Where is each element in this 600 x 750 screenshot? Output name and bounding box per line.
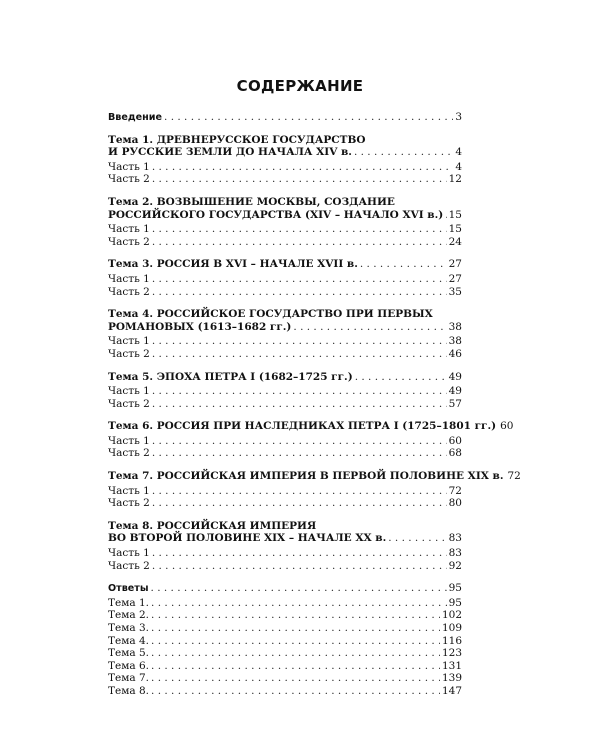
toc-part-page: 27	[448, 272, 462, 285]
answer-item-row	[108, 609, 462, 622]
dot-leader	[151, 660, 440, 673]
toc-part-row	[108, 335, 462, 348]
answers-heading-label: Ответы	[108, 583, 149, 595]
dot-leader	[164, 111, 453, 124]
theme-heading-line	[108, 321, 462, 334]
toc-part-page: 4	[455, 160, 462, 173]
answer-item-page: 123	[441, 647, 462, 660]
toc-part-page: 35	[448, 285, 462, 298]
toc-part-label: Часть 2	[108, 235, 150, 248]
dot-leader	[152, 348, 447, 361]
answer-item-label: Тема 8.	[108, 684, 150, 697]
toc-intro-page: 3	[455, 111, 462, 123]
toc-theme	[108, 196, 462, 248]
theme-heading-text: РОМАНОВЫХ (1613–1682 гг.)	[108, 320, 292, 333]
theme-parts	[108, 335, 462, 360]
toc-part-row	[108, 161, 462, 174]
theme-heading-line	[108, 146, 462, 159]
toc-theme	[108, 520, 462, 572]
dot-leader	[152, 435, 447, 448]
theme-page: 72	[507, 470, 521, 483]
answer-item-label: Тема 3.	[108, 622, 150, 634]
answer-item-label: Тема 6.	[108, 659, 150, 672]
toc-part-label: Часть 2	[108, 285, 150, 298]
theme-heading-line	[108, 134, 462, 147]
theme-page: 83	[448, 532, 462, 545]
theme-heading-text: Тема 3. РОССИЯ В XVI – НАЧАЛЕ XVII в.	[108, 258, 358, 271]
answer-item-label: Тема 5.	[108, 647, 150, 660]
toc-part-page: 46	[448, 347, 462, 360]
toc-part-page: 12	[448, 173, 462, 186]
theme-page: 4	[455, 146, 462, 159]
toc-part-label: Часть 2	[108, 347, 150, 360]
toc-part-label: Часть 1	[108, 434, 150, 447]
theme-heading-text: Тема 7. РОССИЙСКАЯ ИМПЕРИЯ В ПЕРВОЙ ПОЛОВИНЕ XIX в.	[108, 470, 504, 483]
toc-part-page: 72	[448, 484, 462, 497]
dot-leader	[152, 398, 447, 411]
theme-parts	[108, 385, 462, 410]
theme-heading-line	[108, 532, 462, 545]
toc-part-page: 92	[448, 559, 462, 572]
theme-parts	[108, 161, 462, 186]
theme-heading-line	[108, 420, 514, 433]
theme-page: 49	[448, 370, 462, 383]
toc-part-label: Часть 1	[108, 335, 150, 348]
theme-heading-text: Тема 1. ДРЕВНЕРУССКОЕ ГОСУДАРСТВО	[108, 133, 366, 146]
theme-parts	[108, 273, 462, 298]
answer-item-label: Тема 2.	[108, 609, 150, 622]
toc-part-page: 15	[448, 223, 462, 236]
toc-part-page: 49	[448, 385, 462, 398]
theme-heading-line	[108, 196, 462, 209]
toc-part-page: 24	[448, 235, 462, 248]
theme-parts	[108, 223, 462, 248]
dot-leader	[152, 161, 454, 174]
dot-leader	[152, 223, 447, 236]
theme-page: 15	[448, 208, 462, 221]
dot-leader	[151, 685, 440, 698]
dot-leader	[152, 385, 447, 398]
theme-heading-line	[108, 308, 462, 321]
answer-item-page: 95	[448, 596, 462, 609]
dot-leader	[151, 672, 440, 685]
theme-heading-text: Тема 8. РОССИЙСКАЯ ИМПЕРИЯ	[108, 519, 317, 532]
dot-leader	[152, 236, 447, 249]
dot-leader	[151, 622, 440, 635]
dot-leader	[151, 635, 440, 648]
toc-part-label: Часть 1	[108, 385, 150, 398]
toc-part-row	[108, 348, 462, 361]
toc-part-label: Часть 2	[108, 559, 150, 572]
toc-part-row	[108, 547, 462, 560]
theme-parts	[108, 485, 462, 510]
toc-part-row	[108, 497, 462, 510]
toc-part-row	[108, 485, 462, 498]
toc-theme	[108, 258, 462, 298]
toc-part-page: 83	[448, 547, 462, 560]
theme-page: 27	[448, 258, 462, 271]
theme-parts	[108, 435, 462, 460]
toc-intro	[108, 111, 462, 124]
dot-leader	[388, 532, 446, 545]
dot-leader	[152, 497, 447, 510]
theme-heading-text: Тема 2. ВОЗВЫШЕНИЕ МОСКВЫ, СОЗДАНИЕ	[108, 195, 395, 208]
dot-leader	[152, 560, 447, 573]
answer-item-page: 116	[441, 634, 462, 647]
theme-heading-text: РОССИЙСКОГО ГОСУДАРСТВА (XIV – НАЧАЛО XVI в.)	[108, 208, 444, 221]
theme-heading-line	[108, 258, 462, 271]
toc-part-row	[108, 286, 462, 299]
toc-theme	[108, 308, 462, 360]
dot-leader	[293, 321, 446, 334]
answers-heading-page: 95	[448, 582, 462, 595]
answer-item-label: Тема 7.	[108, 672, 150, 685]
theme-page: 60	[500, 420, 514, 433]
theme-parts	[108, 547, 462, 572]
dot-leader	[152, 447, 447, 460]
answers-list	[108, 597, 462, 698]
answers-heading-row	[108, 582, 462, 595]
answer-item-row	[108, 597, 462, 610]
toc-part-page: 68	[448, 447, 462, 460]
theme-heading-text: Тема 5. ЭПОХА ПЕТРА I (1682–1725 гг.)	[108, 370, 353, 383]
dot-leader	[152, 485, 447, 498]
answer-item-row	[108, 672, 462, 685]
toc-part-row	[108, 223, 462, 236]
theme-heading-line	[108, 209, 462, 222]
toc-part-row	[108, 447, 462, 460]
toc-part-row	[108, 435, 462, 448]
toc-part-row	[108, 273, 462, 286]
toc-part-row	[108, 236, 462, 249]
dot-leader	[151, 597, 447, 610]
answer-item-row	[108, 635, 462, 648]
toc-part-row	[108, 385, 462, 398]
toc-part-page: 80	[448, 497, 462, 510]
toc-theme	[108, 420, 514, 460]
dot-leader	[445, 209, 446, 222]
dot-leader	[151, 609, 440, 622]
toc-answers	[108, 582, 462, 697]
toc-part-label: Часть 1	[108, 547, 150, 560]
answer-item-row	[108, 647, 462, 660]
toc-theme	[108, 470, 521, 510]
toc-part-row	[108, 560, 462, 573]
dot-leader	[152, 335, 447, 348]
toc-part-page: 57	[448, 397, 462, 410]
theme-heading-text: ВО ВТОРОЙ ПОЛОВИНЕ XIX – НАЧАЛЕ XX в.	[108, 532, 387, 545]
answer-item-page: 131	[441, 659, 462, 672]
dot-leader	[152, 286, 447, 299]
dot-leader	[151, 647, 440, 660]
toc-part-label: Часть 1	[108, 484, 150, 497]
theme-heading-text: Тема 4. РОССИЙСКОЕ ГОСУДАРСТВО ПРИ ПЕРВЫХ	[108, 308, 433, 321]
table-of-contents	[108, 111, 521, 698]
theme-heading-line	[108, 371, 462, 384]
theme-heading-line	[108, 520, 462, 533]
answer-item-page: 147	[441, 684, 462, 697]
dot-leader	[354, 146, 453, 159]
toc-part-page: 60	[448, 434, 462, 447]
answer-item-row	[108, 622, 462, 635]
answer-item-label: Тема 4.	[108, 634, 150, 647]
toc-part-label: Часть 2	[108, 447, 150, 460]
toc-part-label: Часть 1	[108, 160, 150, 173]
answer-item-page: 109	[441, 622, 462, 634]
theme-heading-line	[108, 470, 521, 483]
toc-part-label: Часть 1	[108, 223, 150, 236]
toc-theme	[108, 134, 462, 186]
answer-item-label: Тема 1.	[108, 596, 150, 609]
dot-leader	[152, 173, 447, 186]
dot-leader	[360, 258, 447, 271]
dot-leader	[152, 547, 447, 560]
dot-leader	[151, 582, 447, 595]
toc-part-row	[108, 173, 462, 186]
toc-part-row	[108, 398, 462, 411]
toc-part-page: 38	[448, 335, 462, 348]
answer-item-page: 139	[441, 672, 462, 685]
answer-item-row	[108, 660, 462, 673]
page-title: СОДЕРЖАНИЕ	[236, 77, 364, 95]
dot-leader	[355, 371, 447, 384]
answer-item-row	[108, 685, 462, 698]
theme-heading-text: И РУССКИЕ ЗЕМЛИ ДО НАЧАЛА XIV в.	[108, 146, 352, 159]
dot-leader	[152, 273, 447, 286]
toc-part-label: Часть 2	[108, 397, 150, 410]
toc-theme	[108, 371, 462, 411]
toc-part-label: Часть 2	[108, 497, 150, 510]
answer-item-page: 102	[441, 609, 462, 622]
toc-intro-label: Введение	[108, 112, 163, 123]
theme-page: 38	[448, 320, 462, 333]
theme-heading-text: Тема 6. РОССИЯ ПРИ НАСЛЕДНИКАХ ПЕТРА I (1725–1801 гг.)	[108, 420, 497, 433]
toc-part-label: Часть 1	[108, 272, 150, 285]
toc-part-label: Часть 2	[108, 173, 150, 186]
